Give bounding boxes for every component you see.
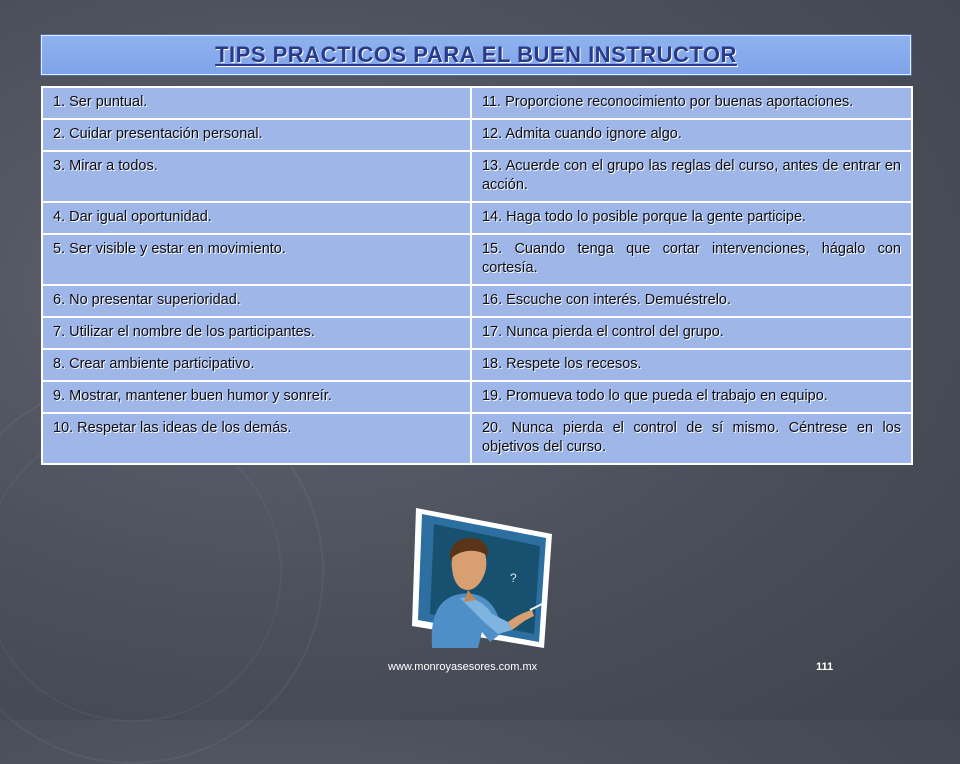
page-number: 111	[816, 661, 834, 673]
table-row	[42, 381, 912, 413]
table-row	[42, 202, 912, 234]
table-row	[42, 87, 912, 119]
tip-cell-left: 2. Cuidar presentación personal.	[42, 119, 471, 151]
tip-cell-left: 6. No presentar superioridad.	[42, 285, 471, 317]
tip-cell-right: 13. Acuerde con el grupo las reglas del curso, antes de entrar en acción.	[471, 151, 912, 202]
tip-cell-right: 15. Cuando tenga que cortar intervenciones, hágalo con cortesía.	[471, 234, 912, 285]
board-question-mark: ?	[510, 571, 517, 585]
footer-url: www.monroyasesores.com.mx	[388, 661, 538, 673]
instructor-clipart-icon	[412, 498, 557, 648]
tip-cell-left: 10. Respetar las ideas de los demás.	[42, 413, 471, 464]
table-row	[42, 413, 912, 464]
tip-cell-right: 20. Nunca pierda el control de sí mismo. Céntrese en los objetivos del curso.	[471, 413, 912, 464]
table-row	[42, 119, 912, 151]
table-row	[42, 285, 912, 317]
tip-cell-right: 16. Escuche con interés. Demuéstrelo.	[471, 285, 912, 317]
tip-cell-left: 1. Ser puntual.	[42, 87, 471, 119]
page-title: TIPS PRACTICOS PARA EL BUEN INSTRUCTOR	[215, 42, 737, 67]
tip-cell-left: 9. Mostrar, mantener buen humor y sonreír.	[42, 381, 471, 413]
tip-cell-right: 14. Haga todo lo posible porque la gente participe.	[471, 202, 912, 234]
tip-cell-left: 4. Dar igual oportunidad.	[42, 202, 471, 234]
table-row	[42, 234, 912, 285]
tip-cell-right: 19. Promueva todo lo que pueda el trabajo en equipo.	[471, 381, 912, 413]
tip-cell-left: 3. Mirar a todos.	[42, 151, 471, 202]
table-row	[42, 151, 912, 202]
tip-cell-left: 8. Crear ambiente participativo.	[42, 349, 471, 381]
title-banner	[41, 35, 911, 75]
tip-cell-left: 7. Utilizar el nombre de los participantes.	[42, 317, 471, 349]
tip-cell-right: 12. Admita cuando ignore algo.	[471, 119, 912, 151]
table-row	[42, 349, 912, 381]
tip-cell-right: 18. Respete los recesos.	[471, 349, 912, 381]
tip-cell-left: 5. Ser visible y estar en movimiento.	[42, 234, 471, 285]
tip-cell-right: 11. Proporcione reconocimiento por buenas aportaciones.	[471, 87, 912, 119]
tip-cell-right: 17. Nunca pierda el control del grupo.	[471, 317, 912, 349]
table-row	[42, 317, 912, 349]
tips-table	[41, 86, 913, 465]
